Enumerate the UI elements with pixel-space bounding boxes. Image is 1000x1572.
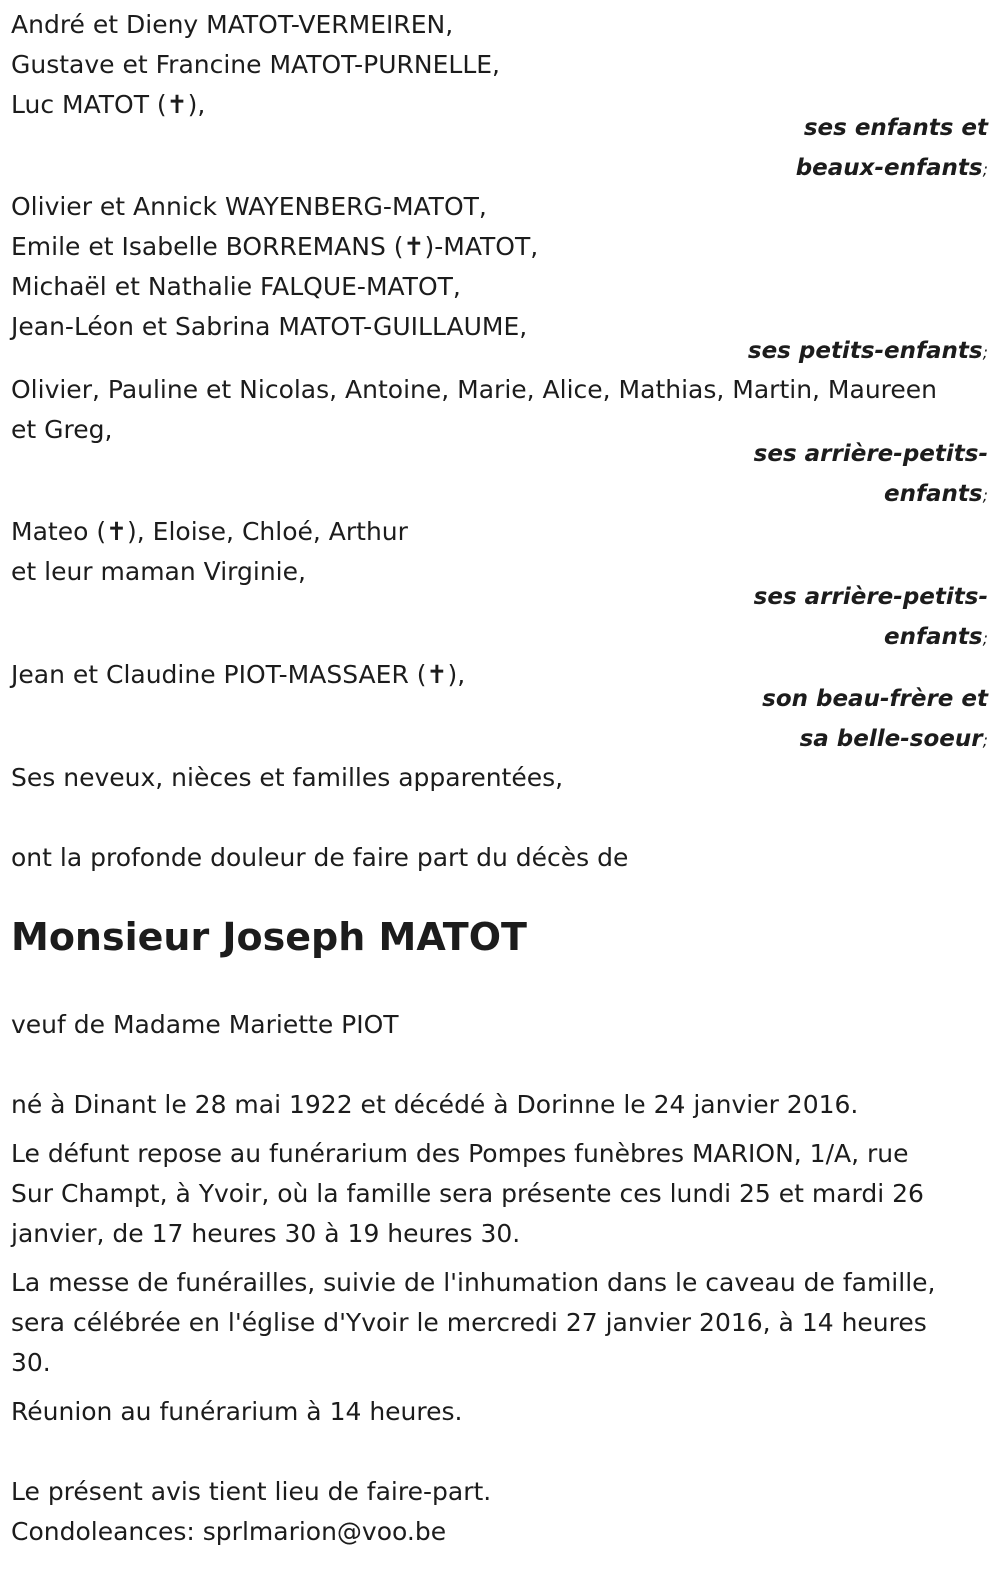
relation-label: ses petits-enfants; xyxy=(747,338,988,364)
family-line: Olivier et Annick WAYENBERG-MATOT, xyxy=(11,192,487,221)
relation-label: son beau-frère et xyxy=(762,686,988,712)
relation-label: enfants; xyxy=(884,481,988,507)
family-line: Luc MATOT (✝), xyxy=(11,90,206,119)
family-line: André et Dieny MATOT-VERMEIREN, xyxy=(11,10,454,39)
family-line: Gustave et Francine MATOT-PURNELLE, xyxy=(11,50,501,79)
family-line: Emile et Isabelle BORREMANS (✝)-MATOT, xyxy=(11,232,539,261)
family-line: Jean et Claudine PIOT-MASSAER (✝), xyxy=(11,660,466,689)
mass-line: La messe de funérailles, suivie de l'inhumation dans le caveau de famille, xyxy=(11,1268,936,1297)
notice-line: Le présent avis tient lieu de faire-part. xyxy=(11,1477,492,1506)
repose-line: Sur Champt, à Yvoir, où la famille sera présente ces lundi 25 et mardi 26 xyxy=(11,1179,924,1208)
deceased-name: Monsieur Joseph MATOT xyxy=(11,915,527,959)
relation-label: ses arrière-petits- xyxy=(753,441,988,467)
repose-line: Le défunt repose au funérarium des Pompes funèbres MARION, 1/A, rue xyxy=(11,1139,909,1168)
mass-line: sera célébrée en l'église d'Yvoir le mercredi 27 janvier 2016, à 14 heures xyxy=(11,1308,927,1337)
family-line: Jean-Léon et Sabrina MATOT-GUILLAUME, xyxy=(11,312,528,341)
widower-line: veuf de Madame Mariette PIOT xyxy=(11,1010,399,1039)
relation-label: ses arrière-petits- xyxy=(753,584,988,610)
family-line: Ses neveux, nièces et familles apparentées, xyxy=(11,763,564,792)
relation-label: ses enfants et xyxy=(803,115,988,141)
meeting-line: Réunion au funérarium à 14 heures. xyxy=(11,1397,463,1426)
family-line: et leur maman Virginie, xyxy=(11,557,306,586)
birth-death-line: né à Dinant le 28 mai 1922 et décédé à Dorinne le 24 janvier 2016. xyxy=(11,1090,859,1119)
family-line: Mateo (✝), Eloise, Chloé, Arthur xyxy=(11,517,408,546)
condolences-line: Condoleances: sprlmarion@voo.be xyxy=(11,1517,447,1546)
relation-label: beaux-enfants; xyxy=(795,155,988,181)
mass-line: 30. xyxy=(11,1348,51,1377)
family-line: Michaël et Nathalie FALQUE-MATOT, xyxy=(11,272,461,301)
family-line: Olivier, Pauline et Nicolas, Antoine, Marie, Alice, Mathias, Martin, Maureen xyxy=(11,375,938,404)
repose-line: janvier, de 17 heures 30 à 19 heures 30. xyxy=(11,1219,521,1248)
announcement-text: ont la profonde douleur de faire part du décès de xyxy=(11,843,629,872)
relation-label: sa belle-soeur; xyxy=(799,726,988,752)
family-line: et Greg, xyxy=(11,415,113,444)
relation-label: enfants; xyxy=(884,624,988,650)
